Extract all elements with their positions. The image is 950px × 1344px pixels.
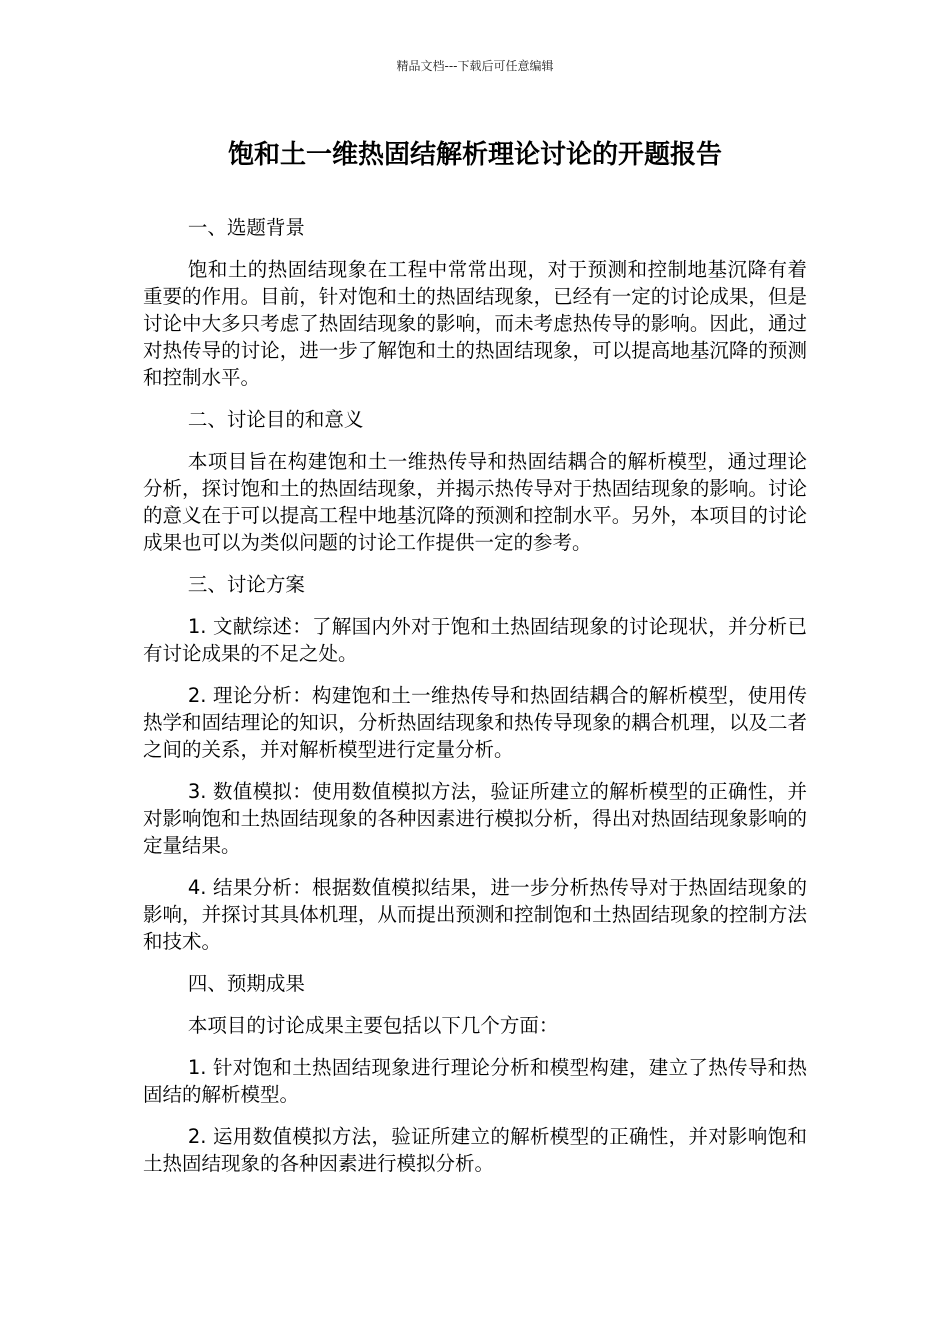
paragraph-background: 饱和土的热固结现象在工程中常常出现，对于预测和控制地基沉降有着重要的作用。目前，针对饱和土的热固结现象，已经有一定的讨论成果，但是讨论中大多只考虑了热固结现象的影响，而未考虑热传导的影响。因此，通过对热传导的讨论，进一步了解饱和土的热固结现象，可以提高地基沉降的预测和控制水平。 (143, 258, 807, 389)
paragraph-expected-intro: 本项目的讨论成果主要包括以下几个方面： (187, 1014, 559, 1037)
section-heading-plan: 三、讨论方案 (187, 573, 305, 596)
expected-item-2: 2. 运用数值模拟方法，验证所建立的解析模型的正确性，并对影响饱和土热固结现象的各种因素进行模拟分析。 (143, 1125, 807, 1175)
paragraph-purpose: 本项目旨在构建饱和土一维热传导和热固结耦合的解析模型，通过理论分析，探讨饱和土的热固结现象，并揭示热传导对于热固结现象的影响。讨论的意义在于可以提高工程中地基沉降的预测和控制水平。另外，本项目的讨论成果也可以为类似问题的讨论工作提供一定的参考。 (143, 450, 807, 554)
section-heading-background: 一、选题背景 (187, 216, 305, 239)
document-body (143, 214, 807, 1192)
plan-item-theoretical-analysis: 2. 理论分析：构建饱和土一维热传导和热固结耦合的解析模型，使用传热学和固结理论的知识，分析热固结现象和热传导现象的耦合机理，以及二者之间的关系，并对解析模型进行定量分析。 (143, 684, 807, 761)
document-title: 饱和土一维热固结解析理论讨论的开题报告 (227, 140, 722, 170)
section-heading-purpose: 二、讨论目的和意义 (187, 408, 364, 431)
section-heading-expected-results: 四、预期成果 (187, 972, 305, 995)
plan-item-numerical-simulation: 3. 数值模拟：使用数值模拟方法，验证所建立的解析模型的正确性，并对影响饱和土热固结现象的各种因素进行模拟分析，得出对热固结现象影响的定量结果。 (143, 780, 807, 857)
header-note: 精品文档---下载后可任意编辑 (396, 59, 554, 73)
expected-item-1: 1. 针对饱和土热固结现象进行理论分析和模型构建，建立了热传导和热固结的解析模型。 (143, 1056, 807, 1106)
plan-item-result-analysis: 4. 结果分析：根据数值模拟结果，进一步分析热传导对于热固结现象的影响，并探讨其具体机理，从而提出预测和控制饱和土热固结现象的控制方法和技术。 (143, 876, 807, 953)
plan-item-literature-review: 1. 文献综述：了解国内外对于饱和土热固结现象的讨论现状，并分析已有讨论成果的不足之处。 (143, 615, 807, 665)
